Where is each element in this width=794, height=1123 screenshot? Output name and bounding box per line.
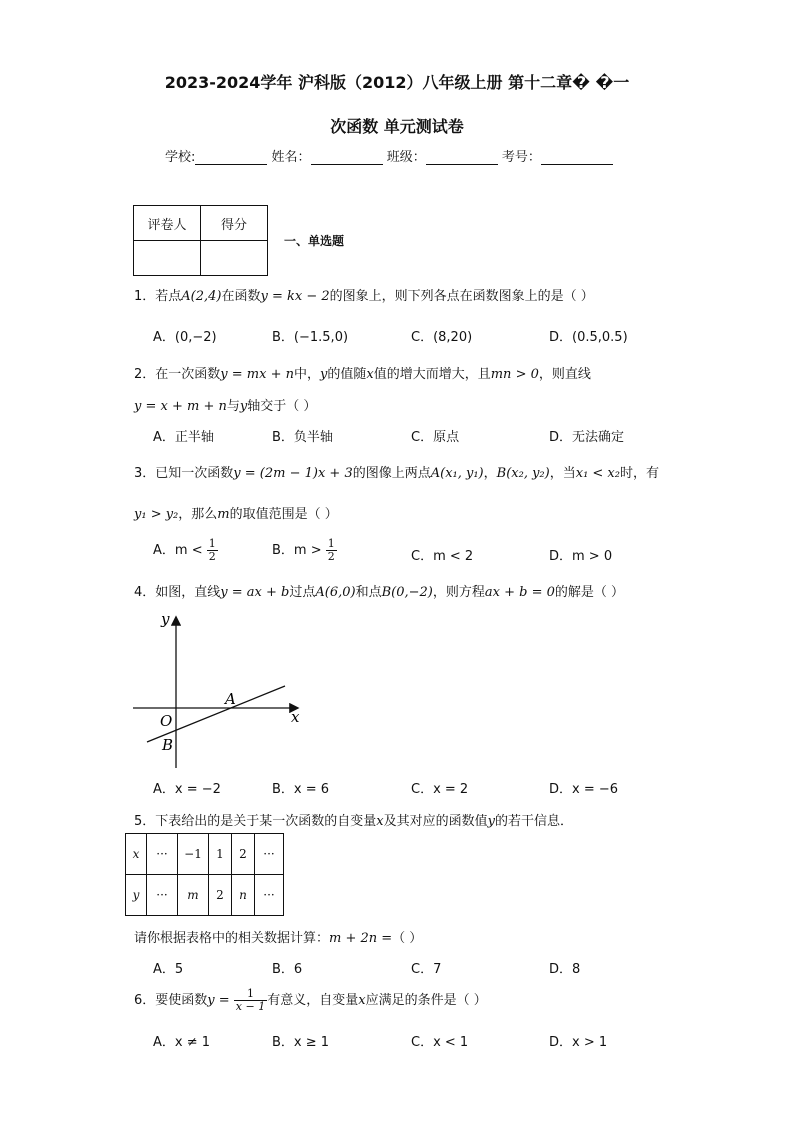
table-cell: 1 [209,834,232,875]
section-title: 一、单选题 [284,234,345,248]
q3-option-c[interactable]: C．m < 2 [411,549,474,564]
q5-expression: m + 2n = [329,931,393,946]
q3-cond: x₁ < x₂ [575,466,620,481]
q4-text: 4．如图，直线 [134,585,221,600]
table-cell: x [126,834,147,875]
q1-point: A(2,4) [181,289,222,304]
grader-header: 评卷人 [134,206,201,241]
q2-text: 中， [293,367,320,382]
q5-text: 的若干信息． [495,814,574,829]
table-cell: 2 [232,834,255,875]
q1-option-d[interactable]: D．(0.5,0.5) [549,330,628,345]
q4-graph [125,608,315,773]
q5-y: y [487,814,495,829]
x-axis-label: x [291,708,300,726]
q3-point-b: B(x₂, y₂) [496,466,550,481]
name-label: 姓名： [271,150,311,165]
denominator: 2 [208,550,216,563]
denominator: x − 1 [235,1000,266,1013]
score-cell[interactable] [201,241,268,276]
q3-text: 的取值范围是（ ） [229,507,338,522]
question-5 [134,810,573,829]
q4-point-b: B(0,−2) [381,585,433,600]
q1-text: 1．若点 [134,289,182,304]
q2-y: y [239,399,248,414]
table-cell: −1 [178,834,209,875]
q3-cond: y₁ > y₂ [134,507,179,522]
q1-option-c[interactable]: C．(8,20) [411,330,473,345]
q4-point-a: A(6,0) [315,585,356,600]
school-label: 学校: [165,150,196,165]
question-4 [134,581,624,600]
table-cell: ··· [147,875,178,916]
q4-text: 的解是（ ） [554,585,625,600]
y-axis-label: y [161,610,170,628]
q3-point-a: A(x₁, y₁) [430,466,484,481]
fraction [207,538,218,563]
q2-text: ，则直线 [538,367,591,382]
q4-option-b[interactable]: B．x = 6 [272,782,330,797]
q2-text: 的值随 [327,367,367,382]
class-label: 班级： [386,150,426,165]
table-cell: m [178,875,209,916]
q5-x: x [376,814,384,829]
q3-m: m [217,507,230,522]
page-title-line1: 2023-2024学年 沪科版（2012）八年级上册 第十二章� �一 [164,73,630,92]
question-2 [134,363,591,382]
question-5-prompt [134,927,422,946]
q3-option-b-text: B．m > [272,543,322,558]
q4-func: y = ax + b [220,585,290,600]
exam-number-field[interactable] [541,152,613,165]
info-fields [165,146,613,165]
q1-option-a[interactable]: A．(0,−2) [153,330,217,345]
q4-option-c[interactable]: C．x = 2 [411,782,469,797]
q2-text: 与 [226,399,240,414]
q2-y: y [320,367,328,382]
point-b-label: B [162,736,174,754]
q3-func: y = (2m − 1)x + 3 [233,466,353,481]
q6-option-c[interactable]: C．x < 1 [411,1035,469,1050]
table-cell: ··· [255,875,284,916]
table-cell: ··· [147,834,178,875]
q5-text: 及其对应的函数值 [383,814,488,829]
q4-text: ，则方程 [432,585,485,600]
q6-text: 6．要使函数 [134,993,208,1008]
q4-text: 过点 [289,585,316,600]
q3-option-a[interactable] [153,538,218,563]
q1-text: 在函数 [221,289,261,304]
question-2-line2 [134,395,316,414]
q1-option-b[interactable]: B．(−1.5,0) [272,330,349,345]
q5-option-a[interactable]: A．5 [153,962,184,977]
q2-option-b[interactable]: B．负半轴 [272,430,333,445]
origin-label: O [160,712,173,730]
page-title-line2: 次函数 单元测试卷 [330,117,464,136]
q6-option-a[interactable]: A．x ≠ 1 [153,1035,211,1050]
q6-x: x [358,993,366,1008]
q4-option-a[interactable]: A．x = −2 [153,782,221,797]
q3-text: ，那么 [178,507,218,522]
score-table [133,205,268,276]
q6-option-b[interactable]: B．x ≥ 1 [272,1035,330,1050]
q3-text: ，当 [549,466,576,481]
table-cell: ··· [255,834,284,875]
q6-option-d[interactable]: D．x > 1 [549,1035,608,1050]
q2-x: x [366,367,374,382]
school-field[interactable] [195,152,267,165]
q2-text: 2．在一次函数 [134,367,221,382]
q3-option-a-text: A．m < [153,543,203,558]
table-cell: n [232,875,255,916]
table-cell: 2 [209,875,232,916]
q3-option-d[interactable]: D．m > 0 [549,549,613,564]
question-3-line2 [134,503,338,522]
q5-option-c[interactable]: C．7 [411,962,442,977]
q2-line-func: y = x + m + n [134,399,227,414]
table-row [126,875,284,916]
q3-text: 3．已知一次函数 [134,466,234,481]
denominator: 2 [327,550,335,563]
fraction [326,538,337,563]
q4-option-d[interactable]: D．x = −6 [549,782,619,797]
exam-number-label: 考号： [501,150,541,165]
q3-text: 时，有 [619,466,659,481]
q1-text: 的图象上，则下列各点在函数图象上的是（ ） [329,289,594,304]
q2-func: y = mx + n [220,367,294,382]
class-field[interactable] [426,152,498,165]
q2-option-c[interactable]: C．原点 [411,430,460,445]
q1-func: y = kx − 2 [260,289,330,304]
score-header: 得分 [201,206,268,241]
q5-text: 5．下表给出的是关于某一次函数的自变量 [134,814,377,829]
numerator: 1 [327,537,335,550]
q3-text: 的图像上两点 [352,466,431,481]
q3-text: ， [483,466,497,481]
name-field[interactable] [311,152,383,165]
question-1 [134,285,594,304]
q5-option-d[interactable]: D．8 [549,962,581,977]
question-6 [134,988,487,1013]
q2-cond: mn > 0 [490,367,539,382]
q2-option-a[interactable]: A．正半轴 [153,430,214,445]
q6-y-eq: y = [207,993,230,1008]
fraction [234,988,267,1013]
q2-text: 轴交于（ ） [247,399,317,414]
q4-equation: ax + b = 0 [484,585,555,600]
q4-text: 和点 [355,585,382,600]
point-a-label: A [225,690,236,708]
q2-text: 值的增大而增大，且 [373,367,491,382]
q6-text: 有意义，自变量 [267,993,359,1008]
numerator: 1 [234,988,267,1001]
q5-text: 请你根据表格中的相关数据计算： [134,931,330,946]
table-row [126,834,284,875]
grader-cell[interactable] [134,241,201,276]
q3-option-b[interactable] [272,538,337,563]
q2-option-d[interactable]: D．无法确定 [549,430,625,445]
q5-text: （ ） [392,931,423,946]
q5-value-table [125,833,284,916]
q6-text: 应满足的条件是（ ） [365,993,487,1008]
question-3 [134,462,659,481]
table-cell: y [126,875,147,916]
q5-option-b[interactable]: B．6 [272,962,303,977]
numerator: 1 [208,537,216,550]
